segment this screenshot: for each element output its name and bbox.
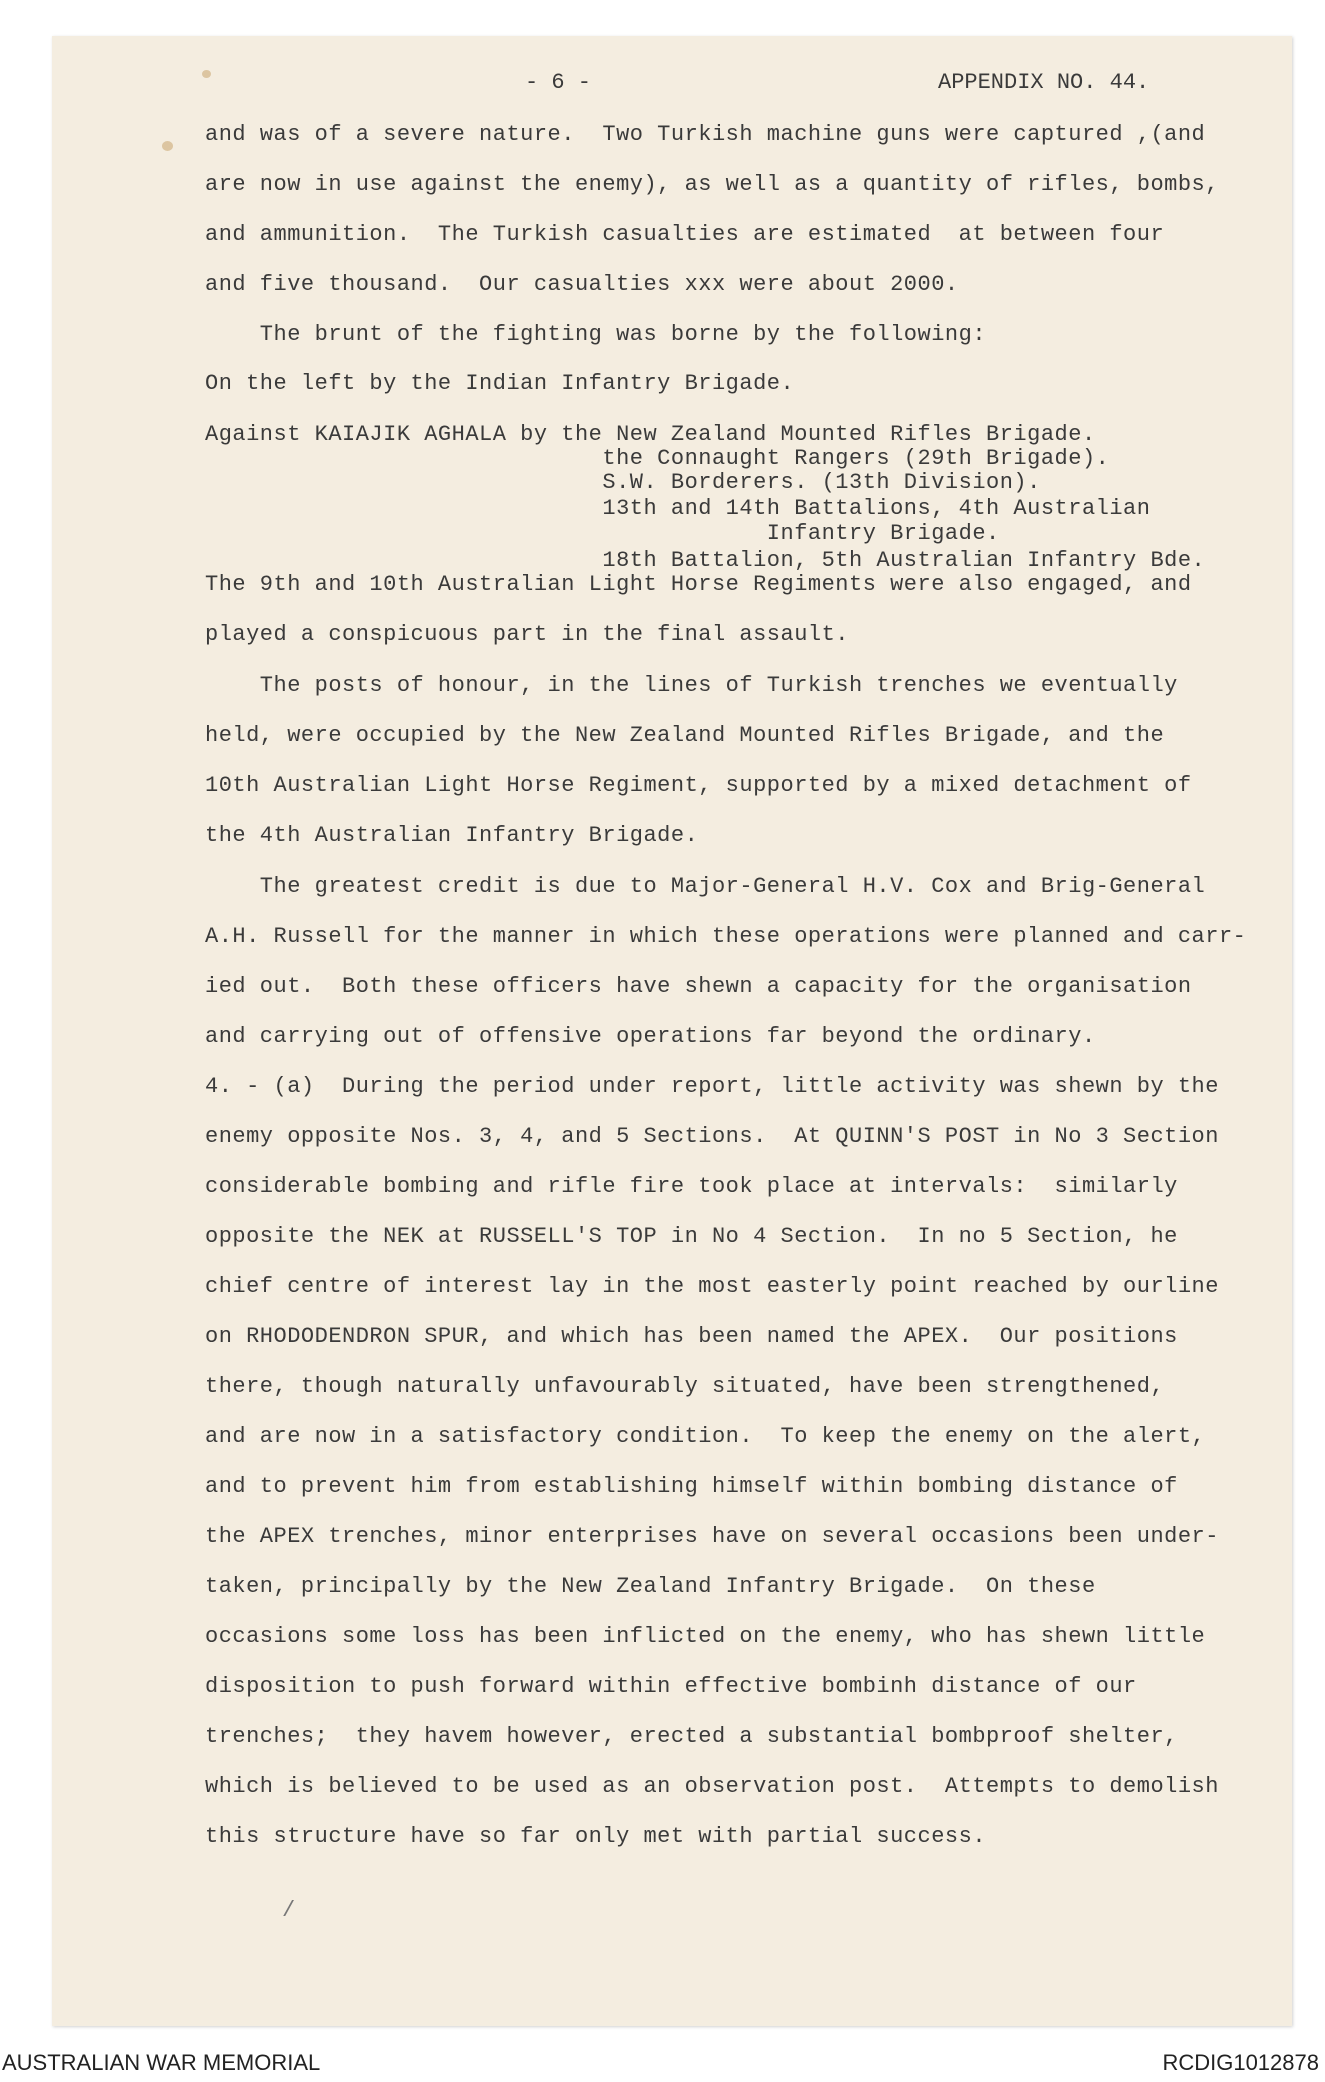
text-line: are now in use against the enemy), as well as a quantity of rifles, bombs, xyxy=(205,172,1219,197)
text-line: occasions some loss has been inflicted on the enemy, who has shewn little xyxy=(205,1624,1206,1649)
text-line: 10th Australian Light Horse Regiment, supported by a mixed detachment of xyxy=(205,773,1192,798)
text-line: 13th and 14th Battalions, 4th Australian xyxy=(205,496,1151,521)
appendix-label: APPENDIX NO. 44. xyxy=(938,70,1150,95)
text-line: there, though naturally unfavourably situated, have been strengthened, xyxy=(205,1374,1165,1399)
text-line: which is believed to be used as an observation post. Attempts to demolish xyxy=(205,1774,1219,1799)
text-line: and to prevent him from establishing himself within bombing distance of xyxy=(205,1474,1178,1499)
text-line: The brunt of the fighting was borne by the following: xyxy=(205,322,987,347)
footer-institution: AUSTRALIAN WAR MEMORIAL xyxy=(2,2050,321,2075)
text-line: taken, principally by the New Zealand Infantry Brigade. On these xyxy=(205,1574,1096,1599)
text-line: 18th Battalion, 5th Australian Infantry Bde. xyxy=(205,548,1206,573)
text-line: S.W. Borderers. (13th Division). xyxy=(205,470,1041,495)
text-line: On the left by the Indian Infantry Brigade. xyxy=(205,371,795,396)
text-line: trenches; they havem however, erected a substantial bombproof shelter, xyxy=(205,1724,1178,1749)
pencil-mark: / xyxy=(282,1898,296,1923)
text-line: The greatest credit is due to Major-General H.V. Cox and Brig-General xyxy=(205,874,1206,899)
text-line: the Connaught Rangers (29th Brigade). xyxy=(205,446,1110,471)
footer-record-id: RCDIG1012878 xyxy=(1162,2050,1319,2075)
text-line: chief centre of interest lay in the most easterly point reached by ourline xyxy=(205,1274,1219,1299)
text-line: and five thousand. Our casualties xxx were about 2000. xyxy=(205,272,959,297)
text-line: The posts of honour, in the lines of Turkish trenches we eventually xyxy=(205,673,1178,698)
text-line: the 4th Australian Infantry Brigade. xyxy=(205,823,699,848)
text-line: and carrying out of offensive operations far beyond the ordinary. xyxy=(205,1024,1096,1049)
text-line: considerable bombing and rifle fire took place at intervals: similarly xyxy=(205,1174,1178,1199)
text-line: 4. - (a) During the period under report, little activity was shewn by the xyxy=(205,1074,1219,1099)
ink-stain xyxy=(162,141,173,151)
text-line: opposite the NEK at RUSSELL'S TOP in No 4 Section. In no 5 Section, he xyxy=(205,1224,1178,1249)
text-line: The 9th and 10th Australian Light Horse Regiments were also engaged, and xyxy=(205,572,1192,597)
text-line: on RHODODENDRON SPUR, and which has been named the APEX. Our positions xyxy=(205,1324,1178,1349)
text-line: and was of a severe nature. Two Turkish machine guns were captured ,(and xyxy=(205,122,1206,147)
ink-stain xyxy=(202,70,211,78)
text-line: Infantry Brigade. xyxy=(205,521,1000,546)
text-line: and are now in a satisfactory condition. To keep the enemy on the alert, xyxy=(205,1424,1206,1449)
text-line: and ammunition. The Turkish casualties are estimated at between four xyxy=(205,222,1165,247)
text-line: played a conspicuous part in the final assault. xyxy=(205,622,850,647)
text-line: this structure have so far only met with partial success. xyxy=(205,1824,987,1849)
text-line: the APEX trenches, minor enterprises have on several occasions been under- xyxy=(205,1524,1219,1549)
text-line: A.H. Russell for the manner in which these operations were planned and carr- xyxy=(205,924,1247,949)
text-line: held, were occupied by the New Zealand Mounted Rifles Brigade, and the xyxy=(205,723,1165,748)
page-number: - 6 - xyxy=(525,70,592,95)
text-line: ied out. Both these officers have shewn a capacity for the organisation xyxy=(205,974,1192,999)
text-line: Against KAIAJIK AGHALA by the New Zealand Mounted Rifles Brigade. xyxy=(205,422,1096,447)
text-line: disposition to push forward within effective bombinh distance of our xyxy=(205,1674,1137,1699)
text-line: enemy opposite Nos. 3, 4, and 5 Sections. At QUINN'S POST in No 3 Section xyxy=(205,1124,1219,1149)
